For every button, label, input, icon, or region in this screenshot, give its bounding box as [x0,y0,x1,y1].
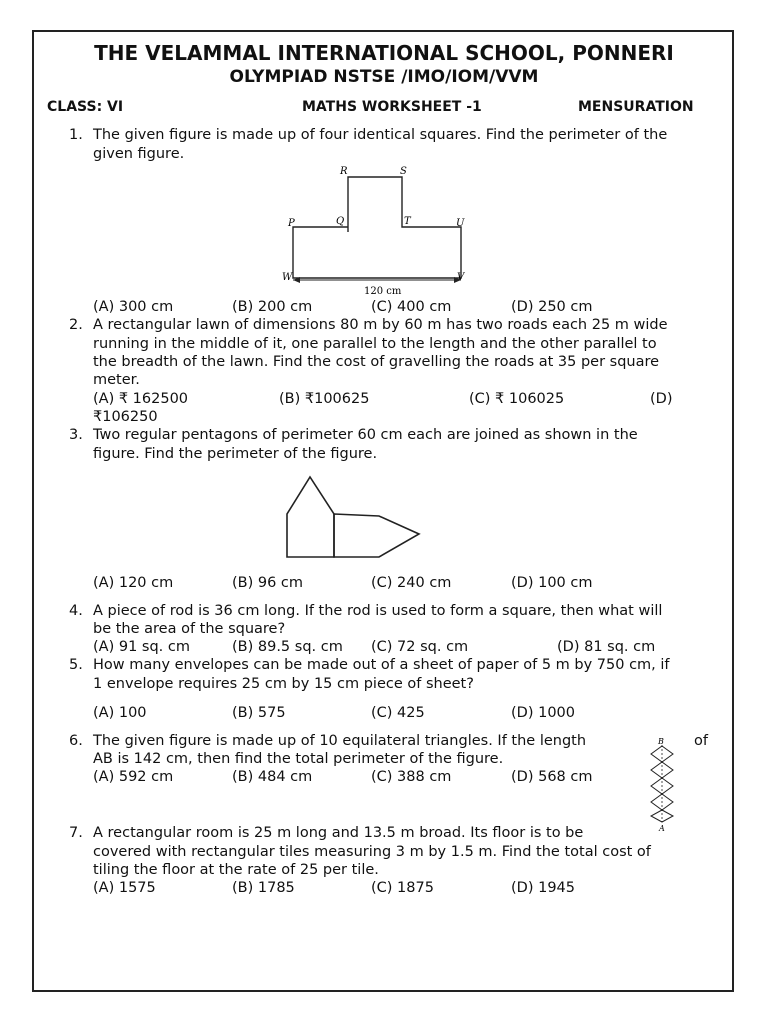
school-title: THE VELAMMAL INTERNATIONAL SCHOOL, PONNERI [94,41,674,65]
label-w: W [282,272,293,283]
topic-label: MENSURATION [578,99,694,115]
question-number: 1. [69,127,83,143]
question-text: AB is 142 cm, then find the total perimeter of the figure. [93,751,504,767]
option-c: (C) 240 cm [371,575,452,591]
label-v: V [457,272,465,283]
worksheet-label: MATHS WORKSHEET -1 [302,99,482,115]
label-a: A [659,824,665,833]
question-number: 4. [69,603,83,619]
option-c: (C) 400 cm [371,299,452,315]
question-number: 5. [69,657,83,673]
question-text: figure. Find the perimeter of the figure. [93,446,378,462]
option-b: (B) 89.5 sq. cm [232,639,343,655]
label-r: R [340,166,348,177]
option-d: (D) 100 cm [511,575,593,591]
option-a: (A) 100 [93,705,147,721]
pentagons-figure [280,472,430,564]
question-number: 6. [69,733,83,749]
question-text: tiling the floor at the rate of 25 per tile. [93,862,379,878]
option-b: (B) 96 cm [232,575,304,591]
question-text: How many envelopes can be made out of a sheet of paper of 5 m by 750 cm, if [93,657,670,673]
label-p: P [288,218,295,229]
option-c: (C) 72 sq. cm [371,639,469,655]
option-d: (D) 568 cm [511,769,593,785]
option-a: (A) 91 sq. cm [93,639,190,655]
question-text: the breadth of the lawn. Find the cost of gravelling the roads at 35 per square [93,354,660,370]
question-text: meter. [93,372,140,388]
question-text: given figure. [93,146,185,162]
question-text: A piece of rod is 36 cm long. If the rod is used to form a square, then what will [93,603,663,619]
question-text: Two regular pentagons of perimeter 60 cm each are joined as shown in the [93,427,638,443]
label-s: S [400,166,407,177]
question-text: covered with rectangular tiles measuring 3 m by 1.5 m. Find the total cost of [93,844,651,860]
option-b: (B) 200 cm [232,299,313,315]
question-text: The given figure is made up of 10 equilateral triangles. If the length [93,733,587,749]
question-number: 7. [69,825,83,841]
option-c: (C) 388 cm [371,769,452,785]
question-text: A rectangular lawn of dimensions 80 m by 60 m has two roads each 25 m wide [93,317,668,333]
question-number: 3. [69,427,83,443]
label-q: Q [336,216,345,227]
option-b: (B) 1785 [232,880,295,896]
question-text: running in the middle of it, one parallel to the length and the other parallel to [93,336,657,352]
option-a: (A) 1575 [93,880,156,896]
option-d: (D) [650,391,673,407]
question-text-tail: of [694,733,708,749]
question-text: 1 envelope requires 25 cm by 15 cm piece of sheet? [93,676,474,692]
option-d: (D) 1945 [511,880,575,896]
option-a: (A) 120 cm [93,575,174,591]
option-d: (D) 81 sq. cm [557,639,656,655]
option-b: (B) 575 [232,705,286,721]
option-a: (A) 592 cm [93,769,174,785]
exam-subtitle: OLYMPIAD NSTSE /IMO/IOM/VVM [229,67,539,87]
option-c: (C) ₹ 106025 [469,391,565,407]
label-b: B [658,737,664,746]
question-text: be the area of the square? [93,621,286,637]
option-b: (B) ₹100625 [279,391,370,407]
option-c: (C) 425 [371,705,425,721]
question-text: A rectangular room is 25 m long and 13.5 m broad. Its floor is to be [93,825,584,841]
option-c: (C) 1875 [371,880,434,896]
option-d: (D) 1000 [511,705,575,721]
triangles-figure [648,736,678,834]
question-number: 2. [69,317,83,333]
label-u: U [456,218,465,229]
label-t: T [404,216,411,227]
option-d: (D) 250 cm [511,299,593,315]
option-a: (A) ₹ 162500 [93,391,189,407]
option-a: (A) 300 cm [93,299,174,315]
squares-figure [278,160,478,300]
class-label: CLASS: VI [47,99,124,115]
dimension-label: 120 cm [364,286,402,297]
option-d-value: ₹106250 [93,409,158,425]
question-text: The given figure is made up of four identical squares. Find the perimeter of the [93,127,668,143]
option-b: (B) 484 cm [232,769,313,785]
